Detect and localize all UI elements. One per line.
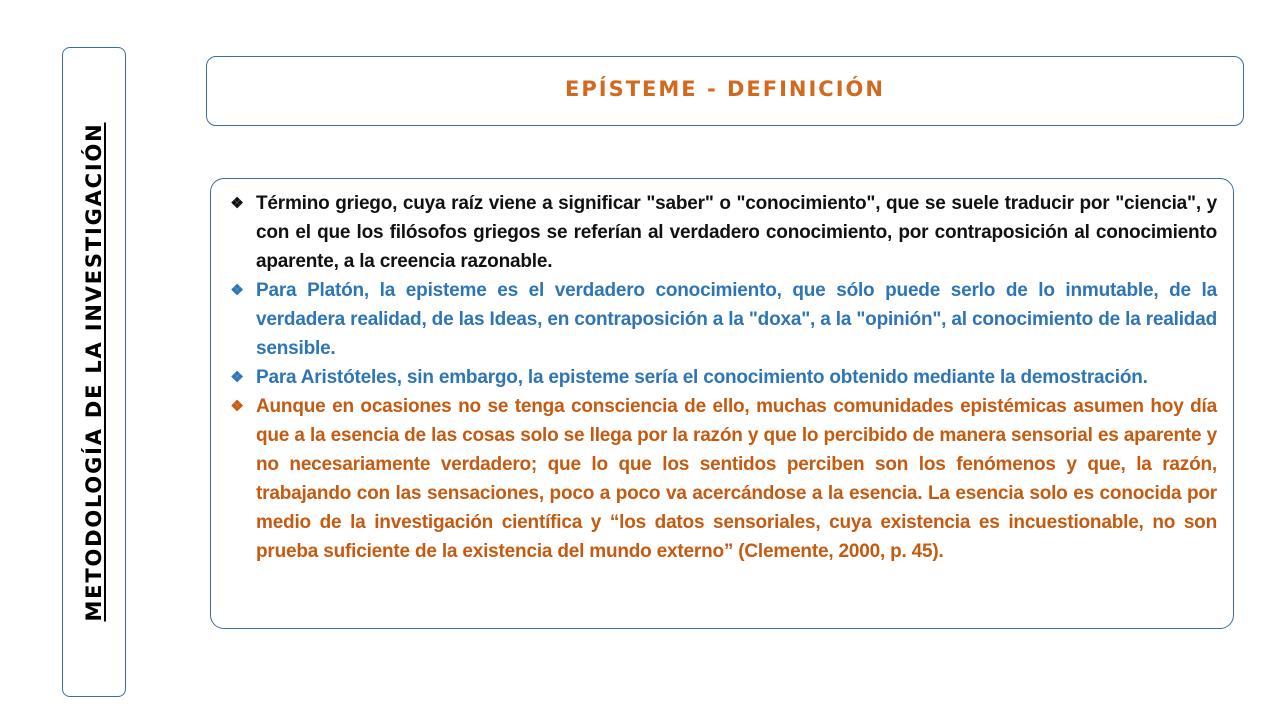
list-item [227,392,1217,566]
bullet-list [227,189,1217,566]
slide-title: EPÍSTEME - DEFINICIÓN [565,77,885,101]
title-box [206,56,1244,126]
bullet-text: Para Aristóteles, sin embargo, la episteme sería el conocimiento obtenido mediante la demostración. [256,367,1148,388]
diamond-bullet-icon: ❖ [230,369,244,386]
content-box [210,178,1234,629]
bullet-text: Para Platón, la episteme es el verdadero conocimiento, que sólo puede serlo de lo inmutable, de la verdadera realidad, de las Ideas, en contraposición a la "doxa", a la "opinión", al conocimiento de la realidad sensible. [256,280,1217,359]
vertical-course-title: METODOLOGÍA DE LA INVESTIGACIÓN [82,122,106,622]
diamond-bullet-icon: ❖ [230,195,244,212]
bullet-text: Aunque en ocasiones no se tenga consciencia de ello, muchas comunidades epistémicas asumen hoy día que a la esencia de las cosas solo se llega por la razón y que lo percibido de manera sensorial es aparente y no necesariamente verdadero; que lo que los sentidos perciben son los fenómenos y que, la razón, trabajando con las sensaciones, poco a poco va acercándose a la esencia. La esencia solo es conocida por medio de la investigación científica y “los datos sensoriales, cuya existencia es incuestionable, no son prueba suficiente de la existencia del mundo externo” (Clemente, 2000, p. 45). [256,396,1217,562]
side-panel [62,47,126,697]
list-item [227,189,1217,276]
diamond-bullet-icon: ❖ [230,398,244,415]
bullet-text: Término griego, cuya raíz viene a significar "saber" o "conocimiento", que se suele traducir por "ciencia", y con el que los filósofos griegos se referían al verdadero conocimiento, por contraposición al conocimiento aparente, a la creencia razonable. [256,193,1217,272]
list-item [227,276,1217,363]
diamond-bullet-icon: ❖ [230,282,244,299]
list-item [227,363,1217,392]
